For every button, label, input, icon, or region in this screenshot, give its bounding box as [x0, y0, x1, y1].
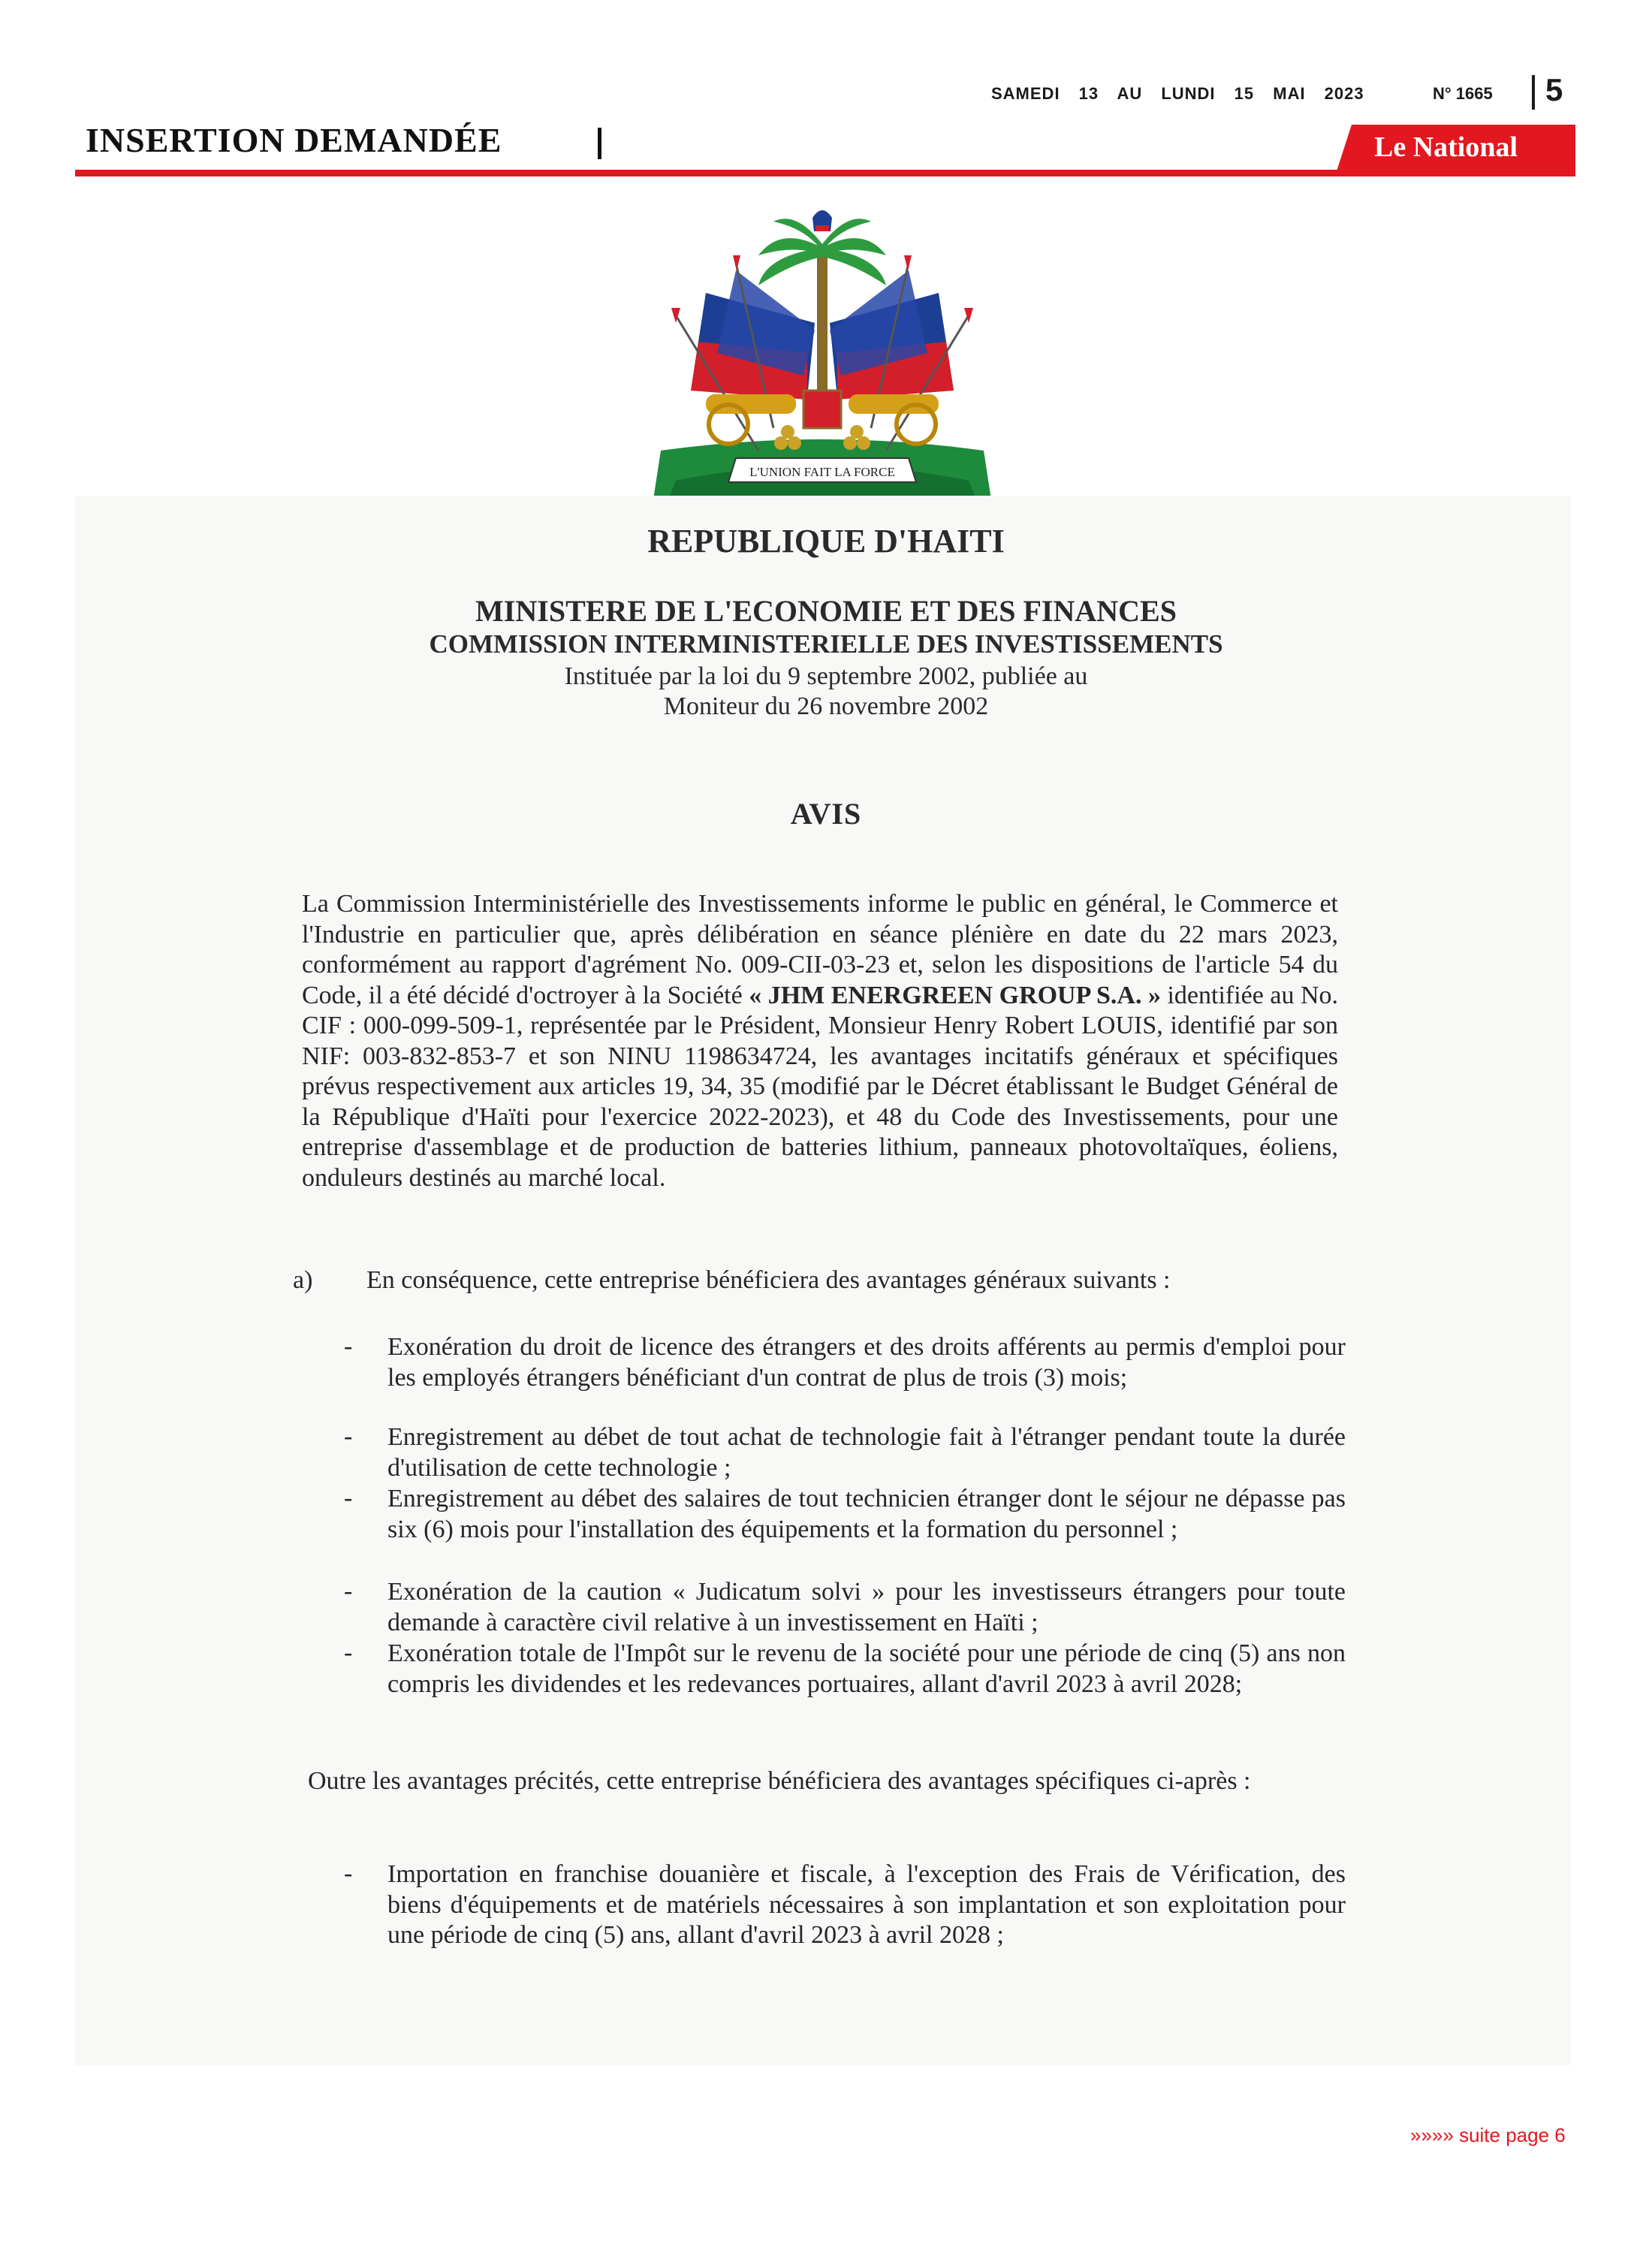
- bullet-dash: -: [344, 1484, 353, 1512]
- continued-link[interactable]: »»»» suite page 6: [1410, 2124, 1566, 2146]
- header-rule: [75, 170, 1575, 176]
- ministry-heading: MINISTERE DE L'ECONOMIE ET DES FINANCES: [475, 594, 1177, 628]
- section-a-text: En conséquence, cette entreprise bénéficiera des avantages généraux suivants :: [366, 1266, 1171, 1294]
- instituted-line: Instituée par la loi du 9 septembre 2002, publiée au: [564, 662, 1088, 690]
- notice-title: AVIS: [790, 797, 862, 831]
- page-number: 5: [1545, 72, 1563, 107]
- motto-text: L'UNION FAIT LA FORCE: [749, 465, 895, 479]
- general-advantage-item: Enregistrement au débet de tout achat de technologie fait à l'étranger pendant toute la durée d'utilisation de cette technologie ;: [387, 1423, 1346, 1482]
- section-divider: [598, 128, 601, 159]
- intro-text-start: La Commission Interministérielle des Investissements informe le public en général, le Commerce et l'Industrie en particulier que, après délibération en séance plénière en date du 22 mars 2023, conformément au rapport d'agrément No. 009-CII-03-23 et, selon les dispositions de l'article 54 du Code, il a été décidé d'octroyer à la Société: [302, 890, 1338, 1009]
- bullet-dash: -: [344, 1422, 353, 1450]
- commission-heading: COMMISSION INTERMINISTERIELLE DES INVESTISSEMENTS: [429, 629, 1223, 659]
- section-a-letter: a): [293, 1266, 313, 1294]
- company-name: « JHM ENERGREEN GROUP S.A. »: [749, 981, 1161, 1009]
- general-advantage-item: Exonération du droit de licence des étrangers et des droits afférents au permis d'emploi pour les employés étrangers bénéficiant d'un contrat de plus de trois (3) mois;: [387, 1333, 1346, 1392]
- section-title: INSERTION DEMANDÉE: [86, 121, 502, 159]
- intro-paragraph: [302, 889, 1338, 1193]
- newspaper-brand: Le National: [1374, 131, 1518, 163]
- moniteur-line: Moniteur du 26 novembre 2002: [663, 692, 989, 720]
- haiti-coat-of-arms-icon: [646, 203, 999, 503]
- issue-number: N° 1665: [1433, 84, 1493, 103]
- bullet-dash: -: [344, 1577, 353, 1605]
- header-separator: [1532, 75, 1535, 110]
- bullet-dash: -: [344, 1639, 353, 1666]
- intro-text-end: identifiée au No. CIF : 000-099-509-1, représentée par le Président, Monsieur Henry Robert LOUIS, identifié par son NIF: 003-832-853-7 et son NINU 1198634724, les avantages incitatifs généraux et spécifiques prévus respectivement aux articles 19, 34, 35 (modifié par le Décret établissant le Budget Général de la République d'Haïti pour l'exercice 2022-2023), et 48 du Code des Investissements, pour une entreprise d'assemblage et de production de batteries lithium, panneaux photovoltaïques, éoliens, onduleurs destinés au marché local.: [302, 981, 1338, 1192]
- issue-date: SAMEDI 13 AU LUNDI 15 MAI 2023: [991, 84, 1364, 103]
- general-advantage-item: Exonération totale de l'Impôt sur le revenu de la société pour une période de cinq (5) ans non compris les dividendes et les redevances portuaires, allant d'avril 2023 à avril 2028;: [387, 1639, 1346, 1698]
- general-advantage-item: Enregistrement au débet des salaires de tout technicien étranger dont le séjour ne dépasse pas six (6) mois pour l'installation des équipements et la formation du personnel ;: [387, 1485, 1346, 1543]
- specific-intro: Outre les avantages précités, cette entreprise bénéficiera des avantages spécifiques ci-après :: [308, 1767, 1251, 1795]
- specific-advantage-item: Importation en franchise douanière et fiscale, à l'exception des Frais de Vérification, des biens d'équipements et de matériels nécessaires à son implantation et son exploitation pour une période de cinq (5) ans, allant d'avril 2023 à avril 2028 ;: [387, 1860, 1346, 1949]
- republic-heading: REPUBLIQUE D'HAITI: [647, 523, 1005, 559]
- bullet-dash: -: [344, 1332, 353, 1360]
- general-advantage-item: Exonération de la caution « Judicatum solvi » pour les investisseurs étrangers pour toute demande à caractère civil relative à un investissement en Haïti ;: [387, 1578, 1346, 1636]
- bullet-dash: -: [344, 1859, 353, 1887]
